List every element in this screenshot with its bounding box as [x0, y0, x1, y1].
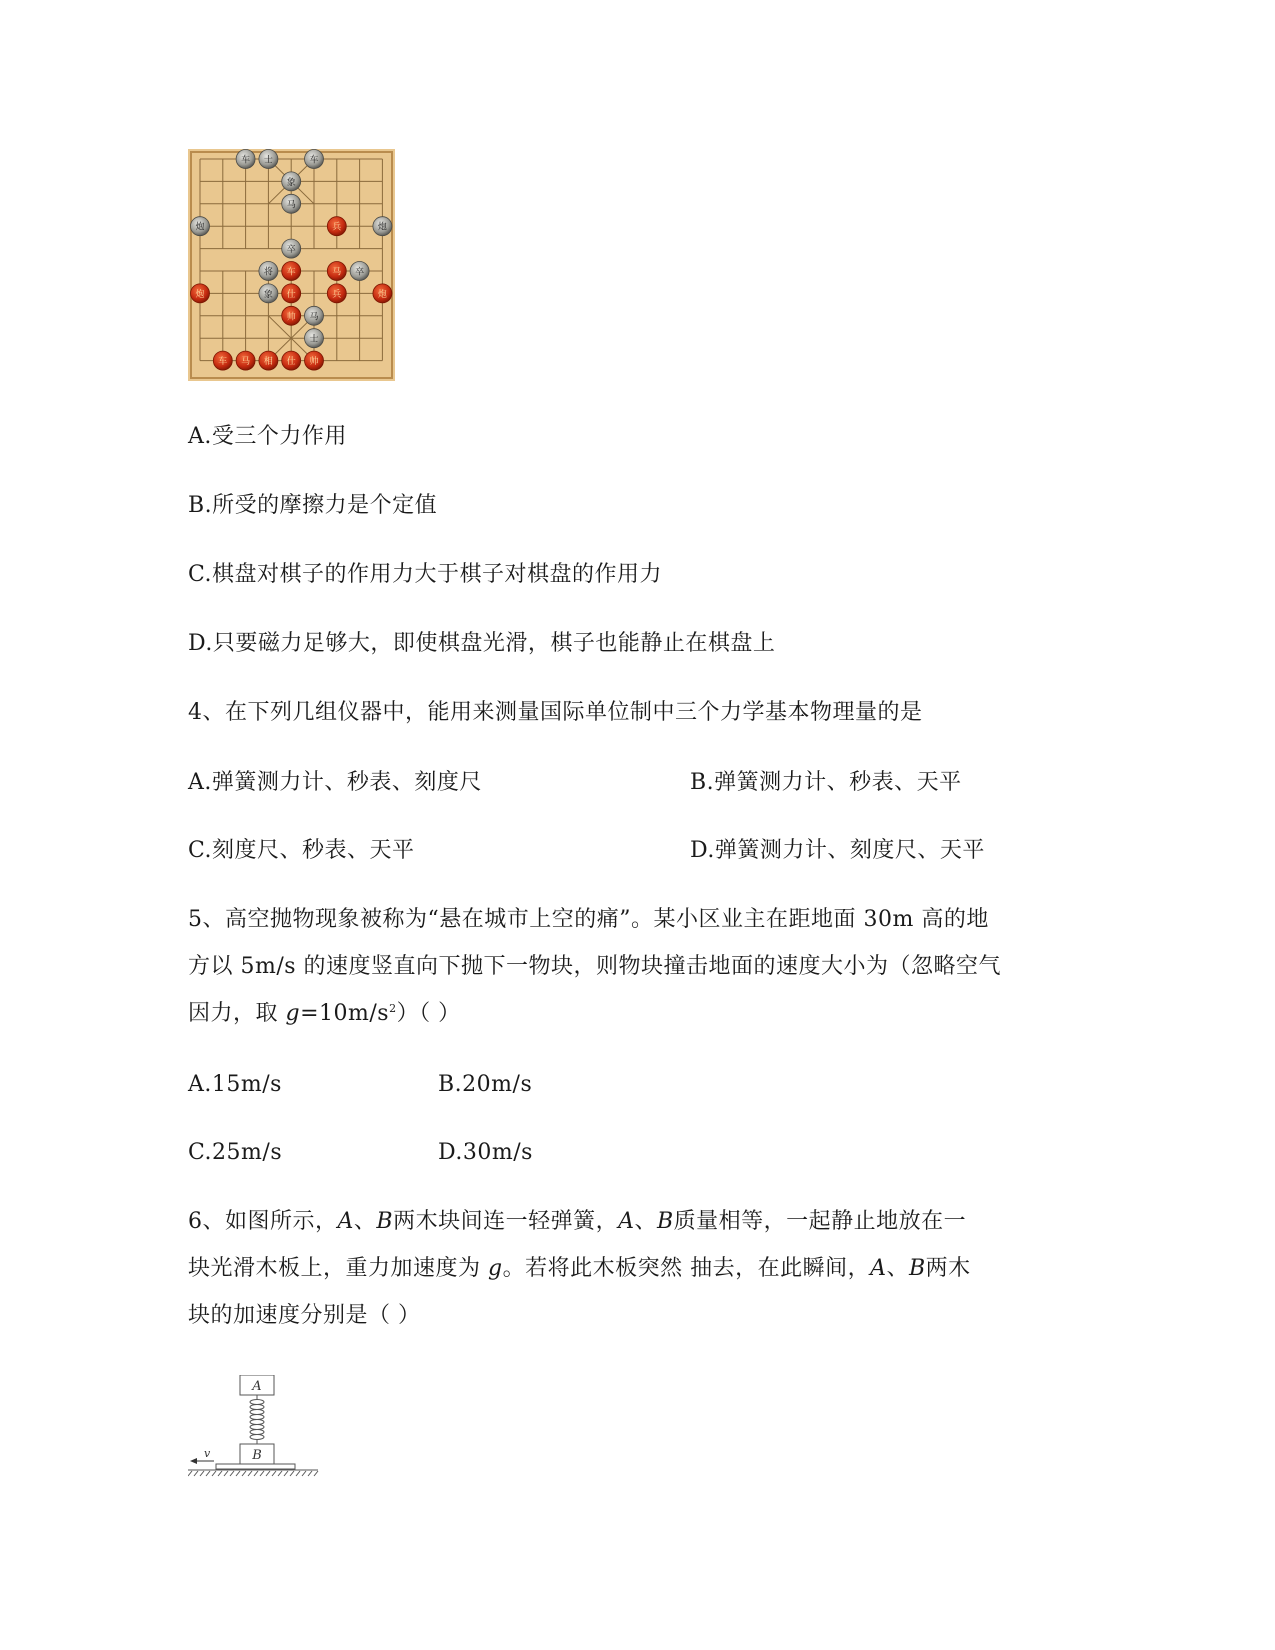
red-xiangqi-piece — [327, 262, 346, 281]
stem-text: 两木 — [925, 1256, 971, 1281]
black-xiangqi-piece — [259, 150, 278, 169]
variable-g: g — [285, 1001, 301, 1026]
svg-text:仕: 仕 — [286, 357, 296, 368]
svg-text:兵: 兵 — [332, 289, 342, 300]
q4-option-c — [188, 836, 415, 866]
variable-g: g — [488, 1256, 503, 1281]
option-text: 15m/s — [211, 1072, 282, 1097]
q4-option-b — [690, 768, 962, 798]
block-b-label: B — [252, 1448, 262, 1463]
option-text: 受三个力作用 — [211, 424, 347, 449]
svg-text:将: 将 — [263, 267, 273, 278]
svg-text:车: 车 — [286, 267, 296, 278]
svg-text:士: 士 — [263, 155, 273, 166]
superscript: 2 — [389, 1002, 397, 1015]
xiangqi-board-image — [188, 149, 395, 381]
svg-text:相: 相 — [263, 357, 273, 368]
q4-stem: 4、在下列几组仪器中，能用来测量国际单位制中三个力学基本物理量的是 — [188, 700, 923, 725]
option-text: 弹簧测力计、秒表、刻度尺 — [211, 770, 482, 795]
stem-text: 。若将此木板突然 抽去，在此瞬间， — [502, 1256, 871, 1281]
svg-text:象: 象 — [286, 177, 296, 188]
q4-option-a — [188, 768, 482, 798]
option-label: A. — [188, 424, 212, 449]
option-text: 30m/s — [462, 1140, 533, 1165]
black-xiangqi-piece — [282, 239, 301, 258]
svg-text:车: 车 — [241, 155, 251, 166]
option-label: D. — [690, 838, 715, 863]
svg-text:兵: 兵 — [332, 222, 342, 233]
option-label: B. — [188, 493, 213, 518]
variable-a: A — [337, 1209, 354, 1234]
option-label: A. — [188, 1072, 212, 1097]
stem-text: 块光滑木板上，重力加速度为 — [188, 1256, 488, 1281]
option-text: 弹簧测力计、秒表、天平 — [714, 770, 962, 795]
black-xiangqi-piece — [236, 150, 255, 169]
variable-a: A — [870, 1256, 887, 1281]
q5-stem-line1: 5、高空抛物现象被称为“悬在城市上空的痛”。某小区业主在距地面 30m 高的地 — [188, 907, 989, 932]
svg-text:炮: 炮 — [377, 222, 387, 233]
red-xiangqi-piece — [213, 351, 232, 370]
red-xiangqi-piece — [327, 217, 346, 236]
option-label: D. — [438, 1140, 463, 1165]
q3-option-c — [188, 560, 662, 590]
black-xiangqi-piece — [305, 329, 324, 348]
q5-option-b — [438, 1070, 532, 1100]
option-label: C. — [188, 1140, 213, 1165]
stem-text: 两木块间连一轻弹簧， — [393, 1209, 619, 1234]
svg-text:士: 士 — [309, 334, 319, 345]
q6-stem-line1 — [188, 1207, 966, 1237]
svg-text:卒: 卒 — [286, 245, 296, 256]
svg-text:仕: 仕 — [286, 289, 296, 300]
q5-option-a — [188, 1070, 282, 1100]
black-xiangqi-piece — [350, 262, 369, 281]
red-xiangqi-piece — [373, 284, 392, 303]
stem-text: =10m/s — [300, 1001, 390, 1026]
stem-text: ）（ ） — [396, 1001, 461, 1026]
option-label: B. — [690, 770, 715, 795]
red-xiangqi-piece — [282, 306, 301, 325]
option-text: 25m/s — [212, 1140, 283, 1165]
red-xiangqi-piece — [282, 262, 301, 281]
q5-stem-line3 — [188, 999, 461, 1029]
svg-text:炮: 炮 — [195, 222, 205, 233]
black-xiangqi-piece — [305, 150, 324, 169]
svg-text:马: 马 — [241, 357, 251, 368]
black-xiangqi-piece — [373, 217, 392, 236]
svg-text:炮: 炮 — [195, 289, 205, 300]
spring-blocks-diagram — [188, 1375, 323, 1495]
svg-text:马: 马 — [286, 200, 296, 211]
black-xiangqi-piece — [191, 217, 210, 236]
red-xiangqi-piece — [191, 284, 210, 303]
black-xiangqi-piece — [259, 262, 278, 281]
q4-option-d — [690, 836, 985, 866]
svg-text:卒: 卒 — [355, 267, 365, 278]
option-label: C. — [188, 838, 213, 863]
stem-text: 、 — [886, 1256, 909, 1281]
stem-text: 、 — [353, 1209, 377, 1234]
red-xiangqi-piece — [259, 351, 278, 370]
svg-text:象: 象 — [263, 289, 273, 300]
red-xiangqi-piece — [282, 284, 301, 303]
variable-b: B — [909, 1256, 926, 1281]
stem-text: 因力，取 — [188, 1001, 286, 1026]
option-text: 刻度尺、秒表、天平 — [212, 838, 415, 863]
q3-option-d — [188, 629, 775, 659]
stem-text: 质量相等，一起静止地放在一 — [673, 1209, 967, 1234]
q5-option-d — [438, 1138, 533, 1168]
black-xiangqi-piece — [282, 194, 301, 213]
black-xiangqi-piece — [282, 172, 301, 191]
option-label: A. — [188, 770, 212, 795]
variable-a: A — [618, 1209, 635, 1234]
stem-text: 6、如图所示， — [188, 1209, 338, 1234]
red-xiangqi-piece — [282, 351, 301, 370]
red-xiangqi-piece — [327, 284, 346, 303]
q5-stem-line2: 方以 5m/s 的速度竖直向下抛下一物块，则物块撞击地面的速度大小为（忽略空气 — [188, 954, 1002, 979]
svg-text:车: 车 — [218, 357, 228, 368]
option-text: 棋盘对棋子的作用力大于棋子对棋盘的作用力 — [212, 562, 663, 587]
option-text: 只要磁力足够大，即使棋盘光滑，棋子也能静止在棋盘上 — [212, 631, 776, 656]
svg-text:马: 马 — [309, 312, 319, 323]
velocity-label: v — [204, 1447, 211, 1460]
arrow-left-icon — [190, 1458, 197, 1464]
q6-stem-line2 — [188, 1254, 971, 1284]
option-text: 弹簧测力计、刻度尺、天平 — [714, 838, 985, 863]
variable-b: B — [376, 1209, 394, 1234]
red-xiangqi-piece — [305, 351, 324, 370]
q3-option-b — [188, 491, 437, 521]
option-label: B. — [438, 1072, 463, 1097]
black-xiangqi-piece — [305, 306, 324, 325]
option-label: C. — [188, 562, 213, 587]
block-a-label: A — [252, 1379, 262, 1394]
svg-text:马: 马 — [332, 267, 342, 278]
option-label: D. — [188, 631, 213, 656]
svg-text:帅: 帅 — [286, 312, 296, 323]
option-text: 20m/s — [462, 1072, 533, 1097]
stem-text: 、 — [634, 1209, 657, 1234]
red-xiangqi-piece — [236, 351, 255, 370]
variable-b: B — [657, 1209, 674, 1234]
q5-option-c — [188, 1138, 282, 1168]
svg-text:炮: 炮 — [377, 289, 387, 300]
black-xiangqi-piece — [259, 284, 278, 303]
option-text: 所受的摩擦力是个定值 — [212, 493, 438, 518]
svg-text:帅: 帅 — [309, 357, 319, 368]
svg-text:车: 车 — [309, 155, 319, 166]
q6-stem-line3: 块的加速度分别是（ ） — [188, 1303, 421, 1328]
q3-option-a — [188, 422, 347, 452]
